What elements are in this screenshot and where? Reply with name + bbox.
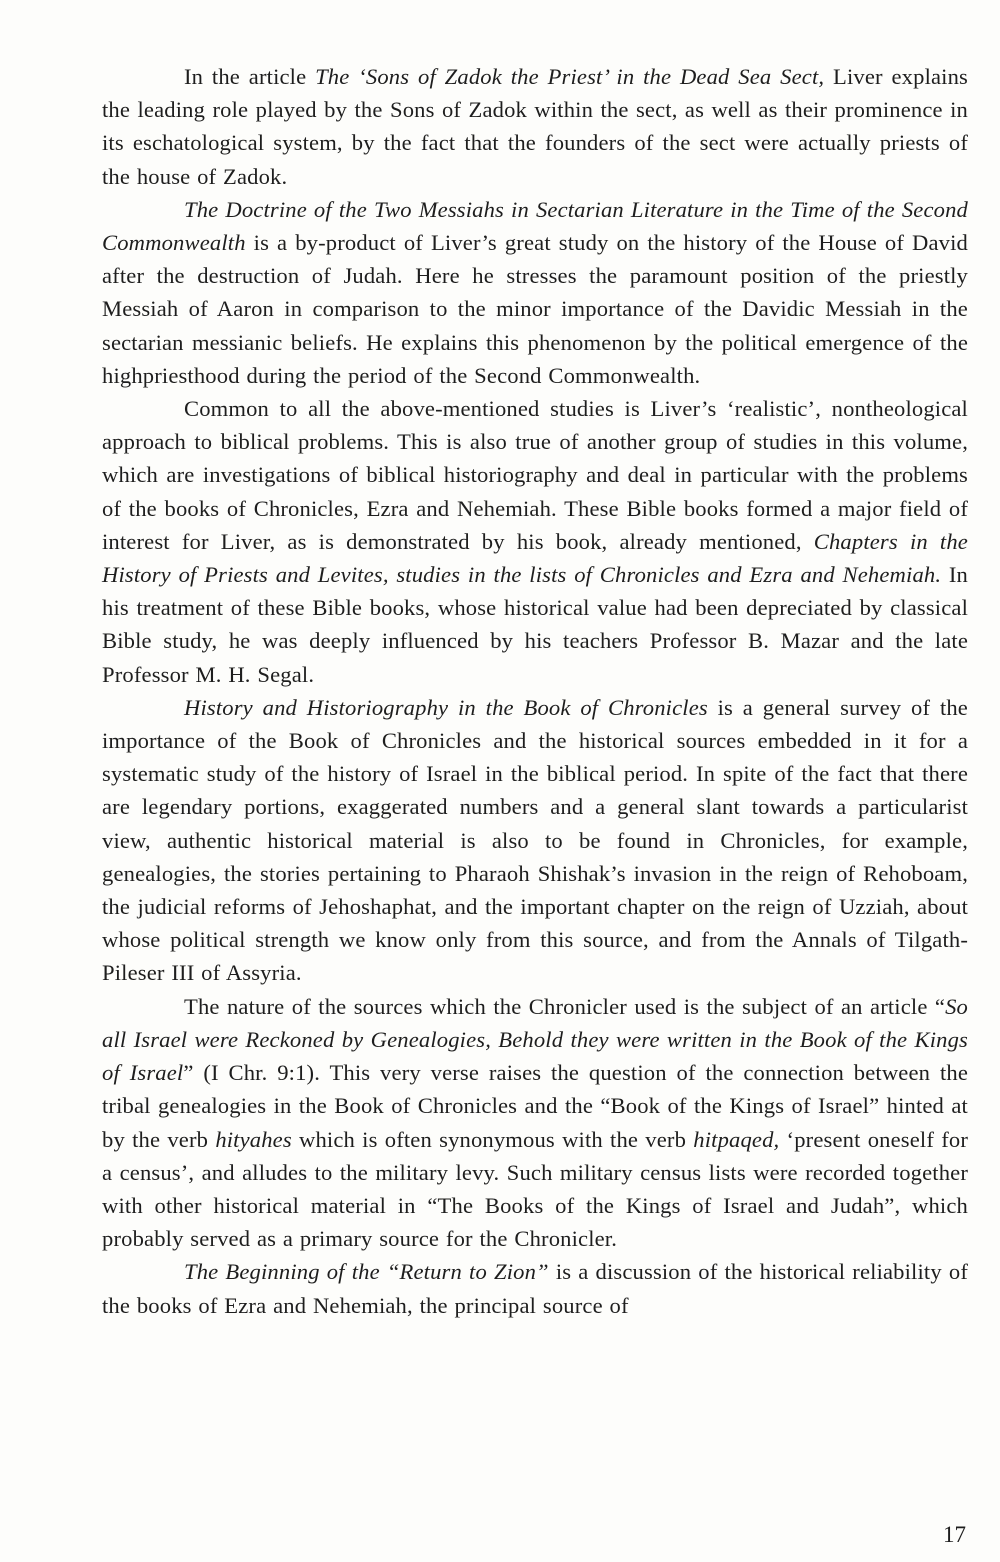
body-text: which is often synonymous with the verb bbox=[291, 1126, 694, 1152]
paragraph bbox=[102, 990, 968, 1256]
body-text: The nature of the sources which the Chronicler used is the subject of an article “ bbox=[184, 993, 946, 1019]
body-text: Liver explains the leading role played by the Sons of Zadok within the sect, as well as their prominence in its eschatological system, by the fact that the founders of the sect were actually priests of the house of Zadok. bbox=[102, 64, 969, 189]
body-text: is a general survey of the importance of the Book of Chronicles and the historical sources embedded in it for a systematic study of the history of Israel in the biblical period. In spite of the fact that there are legendary portions, exaggerated numbers and a general slant towards a particularist view, authentic historical material is also to be found in Chronicles, for example, genealogies, the stories pertaining to Pharaoh Shishak’s invasion in the reign of Rehoboam, the judicial reforms of Jehoshaphat, and the important chapter on the reign of Uzziah, about whose political strength we know only from this source, and from the Annals of Tilgath-Pileser III of Assyria. bbox=[102, 694, 968, 986]
italic-title-text: hitpaqed, bbox=[693, 1126, 780, 1152]
body-text: In the article bbox=[184, 64, 316, 89]
body-text: ” (I Chr. 9:1). This very verse raises the question of the connection between the tribal genealogies in the Book of Chronicles and the “Book of the Kings of Israel” hinted at by the verb bbox=[102, 1060, 968, 1152]
paragraph bbox=[102, 193, 968, 392]
body-text: is a discussion of the historical reliability of the books of Ezra and Nehemiah, the principal source of bbox=[102, 1259, 968, 1318]
italic-title-text: So all Israel were Reckoned by Genealogies, Behold they were written in the Book of the Kings of Israel bbox=[102, 993, 968, 1086]
document-body bbox=[102, 60, 968, 1322]
paragraph bbox=[102, 392, 968, 691]
italic-title-text: The Doctrine of the Two Messiahs in Sectarian Literature in the Time of the Second Commonwealth bbox=[102, 196, 968, 256]
body-text: ‘present oneself for a census’, and alludes to the military levy. Such military census lists were recorded together with other historical material in “The Books of the Kings of Israel and Judah”, which probably served as a primary source for the Chronicler. bbox=[102, 1126, 969, 1252]
paragraph bbox=[102, 1255, 968, 1321]
italic-title-text: Chapters in the History of Priests and Levites, studies in the lists of Chronicles and Ezra and Nehemiah. bbox=[102, 528, 968, 588]
body-text: Common to all the above-mentioned studies is Liver’s ‘realistic’, nontheological approach to biblical problems. This is also true of another group of studies in this volume, which are investigations of biblical historiography and deal in particular with the problems of the books of Chronicles, Ezra and Nehemiah. These Bible books formed a major field of interest for Liver, as is demonstrated by his book, already mentioned, bbox=[102, 396, 968, 554]
italic-title-text: History and Historiography in the Book of Chronicles bbox=[184, 694, 708, 720]
body-text: In his treatment of these Bible books, whose historical value had been depreciated by classical Bible study, he was deeply influenced by his teachers Professor B. Mazar and the late Professor M. H. Segal. bbox=[102, 562, 968, 687]
italic-title-text: The Beginning of the “Return to Zion” bbox=[184, 1259, 549, 1285]
paragraph bbox=[102, 691, 968, 990]
paragraph bbox=[102, 60, 968, 193]
body-text: is a by-product of Liver’s great study on the history of the House of David after the destruction of Judah. Here he stresses the paramount position of the priestly Messiah of Aaron in comparison to the minor importance of the Davidic Messiah in the sectarian messianic beliefs. He explains this phenomenon by the political emergence of the highpriesthood during the period of the Second Commonwealth. bbox=[102, 230, 968, 388]
page-number: 17 bbox=[943, 1522, 966, 1547]
italic-title-text: hityahes bbox=[215, 1126, 292, 1152]
italic-title-text: The ‘Sons of Zadok the Priest’ in the Dead Sea Sect, bbox=[315, 64, 825, 89]
